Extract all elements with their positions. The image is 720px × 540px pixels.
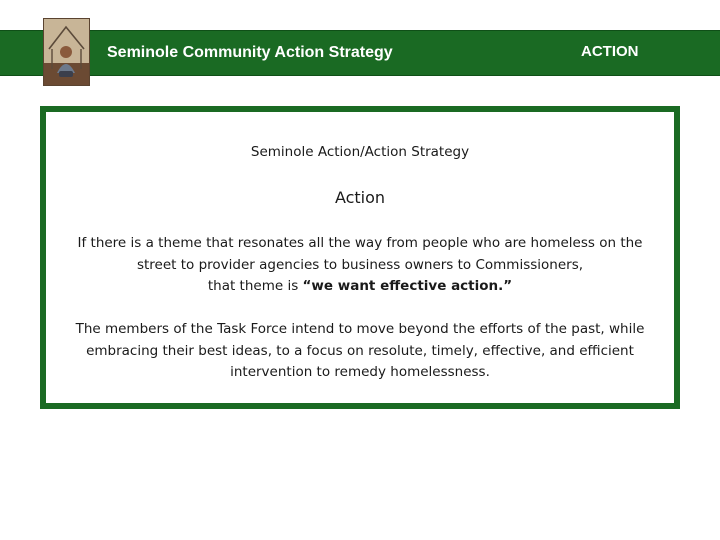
paragraph-line: The members of the Task Force intend to move beyond the efforts of the past, while [75, 321, 645, 337]
paragraph-line: intervention to remedy homelessness. [230, 364, 490, 380]
paragraph-line [46, 276, 674, 298]
page-title: Seminole Community Action Strategy [107, 44, 393, 61]
paragraph-text: that theme is [207, 278, 303, 294]
content-panel [40, 106, 680, 409]
paragraph-line: embracing their best ideas, to a focus on resolute, timely, effective, and efficient [86, 342, 634, 359]
theme-paragraph [46, 233, 674, 298]
section-label: ACTION [581, 43, 639, 60]
paragraph-line: If there is a theme that resonates all the way from people who are homeless on the [77, 235, 643, 251]
house-child-photo-icon [43, 18, 90, 86]
thumbnail-graphic [44, 19, 89, 85]
content-heading: Action [334, 188, 386, 207]
emphasis-quote: “we want effective action.” [302, 278, 513, 294]
task-force-paragraph [46, 319, 674, 384]
paragraph-line: street to provider agencies to business owners to Commissioners, [136, 256, 584, 273]
content-subtitle: Seminole Action/Action Strategy [250, 144, 470, 160]
header-banner [0, 30, 720, 76]
